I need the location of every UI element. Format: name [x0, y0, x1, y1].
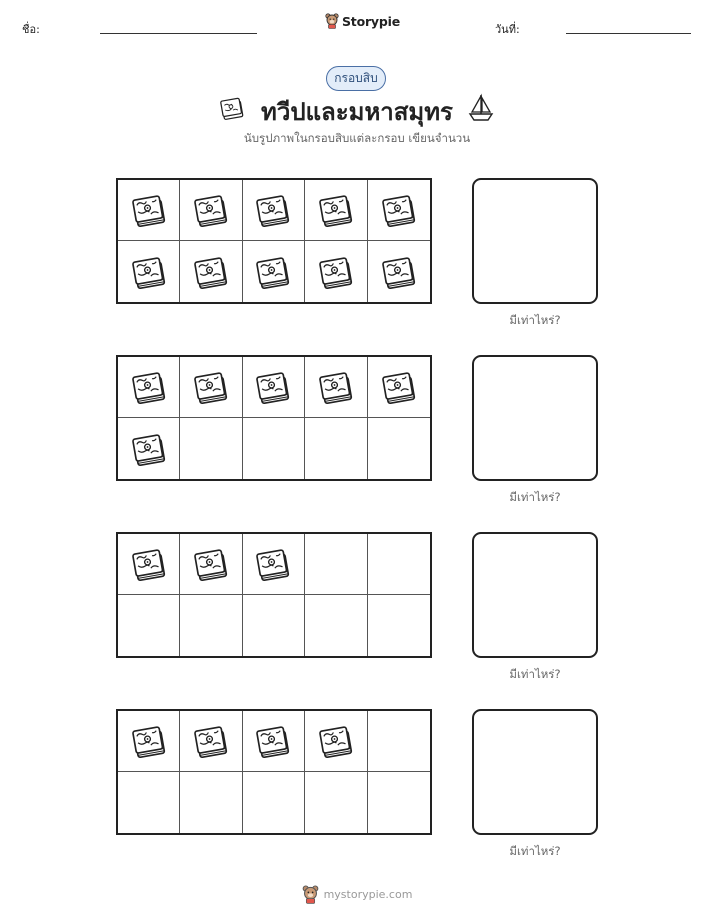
atlas-book-icon: [253, 252, 293, 292]
ten-frame-cell: [368, 418, 430, 479]
how-many-question: มีเท่าไหร่?: [509, 490, 561, 504]
ten-frame: [116, 178, 432, 304]
atlas-book-icon: [129, 429, 169, 469]
ten-frame-cell: [118, 357, 180, 418]
footer-url: mystorypie.com: [323, 888, 413, 901]
ten-frame-cell: [368, 595, 430, 656]
atlas-book-icon: [191, 252, 231, 292]
ten-frame-cell: [368, 241, 430, 302]
ten-frame-cell: [305, 534, 367, 595]
atlas-book-icon: [129, 367, 169, 407]
bear-mascot-icon: [325, 13, 339, 29]
worksheet-title: ทวีปและมหาสมุทร: [261, 98, 453, 126]
ten-frame-cell: [180, 595, 242, 656]
ten-frame-cell: [368, 711, 430, 772]
brand-name: Storypie: [342, 13, 400, 29]
atlas-book-icon: [253, 190, 293, 230]
atlas-book-icon: [316, 721, 356, 761]
answer-box[interactable]: [472, 709, 598, 835]
answer-box[interactable]: [472, 178, 598, 304]
name-line: [100, 33, 257, 34]
date-line: [566, 33, 691, 34]
ten-frame-cell: [243, 595, 305, 656]
ten-frame-cell: [180, 534, 242, 595]
ten-frame-cell: [180, 241, 242, 302]
atlas-book-icon: [191, 190, 231, 230]
ten-frame-cell: [305, 418, 367, 479]
atlas-book-icon: [253, 721, 293, 761]
ten-frame-cell: [118, 180, 180, 241]
ten-frame-cell: [243, 241, 305, 302]
ten-frame: [116, 709, 432, 835]
ten-frame-cell: [180, 418, 242, 479]
ten-frame-cell: [305, 772, 367, 833]
atlas-book-icon: [191, 367, 231, 407]
ten-frame-cell: [180, 357, 242, 418]
footer: [0, 885, 714, 904]
atlas-book-icon: [316, 367, 356, 407]
instructions: นับรูปภาพในกรอบสิบแต่ละกรอบ เขียนจำนวน: [243, 131, 471, 145]
how-many-question: มีเท่าไหร่?: [509, 313, 561, 327]
atlas-book-icon: [191, 544, 231, 584]
ten-frame-cell: [118, 772, 180, 833]
ten-frame-cell: [368, 357, 430, 418]
ten-frame-cell: [118, 711, 180, 772]
ten-frame: [116, 532, 432, 658]
atlas-book-icon: [129, 190, 169, 230]
ten-frame-cell: [118, 241, 180, 302]
atlas-book-icon: [316, 190, 356, 230]
ten-frame-cell: [368, 180, 430, 241]
atlas-book-icon: [379, 367, 419, 407]
ten-frame-cell: [180, 772, 242, 833]
sailboat-icon: [468, 92, 494, 122]
ten-frame-cell: [118, 418, 180, 479]
ten-frame-cell: [305, 711, 367, 772]
ten-frame-cell: [243, 711, 305, 772]
ten-frame-cell: [305, 357, 367, 418]
atlas-book-icon: [379, 190, 419, 230]
atlas-book-icon: [316, 252, 356, 292]
ten-frame-cell: [305, 595, 367, 656]
date-label: วันที่:: [495, 23, 520, 36]
ten-frame-cell: [368, 772, 430, 833]
ten-frame-cell: [243, 418, 305, 479]
brand-logo: [325, 13, 400, 29]
how-many-question: มีเท่าไหร่?: [509, 844, 561, 858]
atlas-book-icon: [253, 367, 293, 407]
atlas-book-icon: [191, 721, 231, 761]
name-label: ชื่อ:: [22, 23, 40, 36]
ten-frame-cell: [180, 180, 242, 241]
ten-frame-cell: [180, 711, 242, 772]
answer-box[interactable]: [472, 532, 598, 658]
ten-frame-cell: [243, 180, 305, 241]
how-many-question: มีเท่าไหร่?: [509, 667, 561, 681]
ten-frame-cell: [368, 534, 430, 595]
atlas-book-icon: [379, 252, 419, 292]
answer-box[interactable]: [472, 355, 598, 481]
bear-mascot-icon: [302, 885, 319, 904]
atlas-book-icon: [129, 544, 169, 584]
ten-frame-cell: [243, 772, 305, 833]
ten-frame-cell: [118, 595, 180, 656]
ten-frame-cell: [118, 534, 180, 595]
ten-frame-cell: [243, 357, 305, 418]
ten-frame: [116, 355, 432, 481]
atlas-book-icon: [129, 252, 169, 292]
atlas-book-icon: [253, 544, 293, 584]
ten-frame-cell: [243, 534, 305, 595]
atlas-book-icon: [129, 721, 169, 761]
ten-frame-cell: [305, 241, 367, 302]
worksheet-type-badge: กรอบสิบ: [326, 66, 386, 91]
ten-frame-cell: [305, 180, 367, 241]
